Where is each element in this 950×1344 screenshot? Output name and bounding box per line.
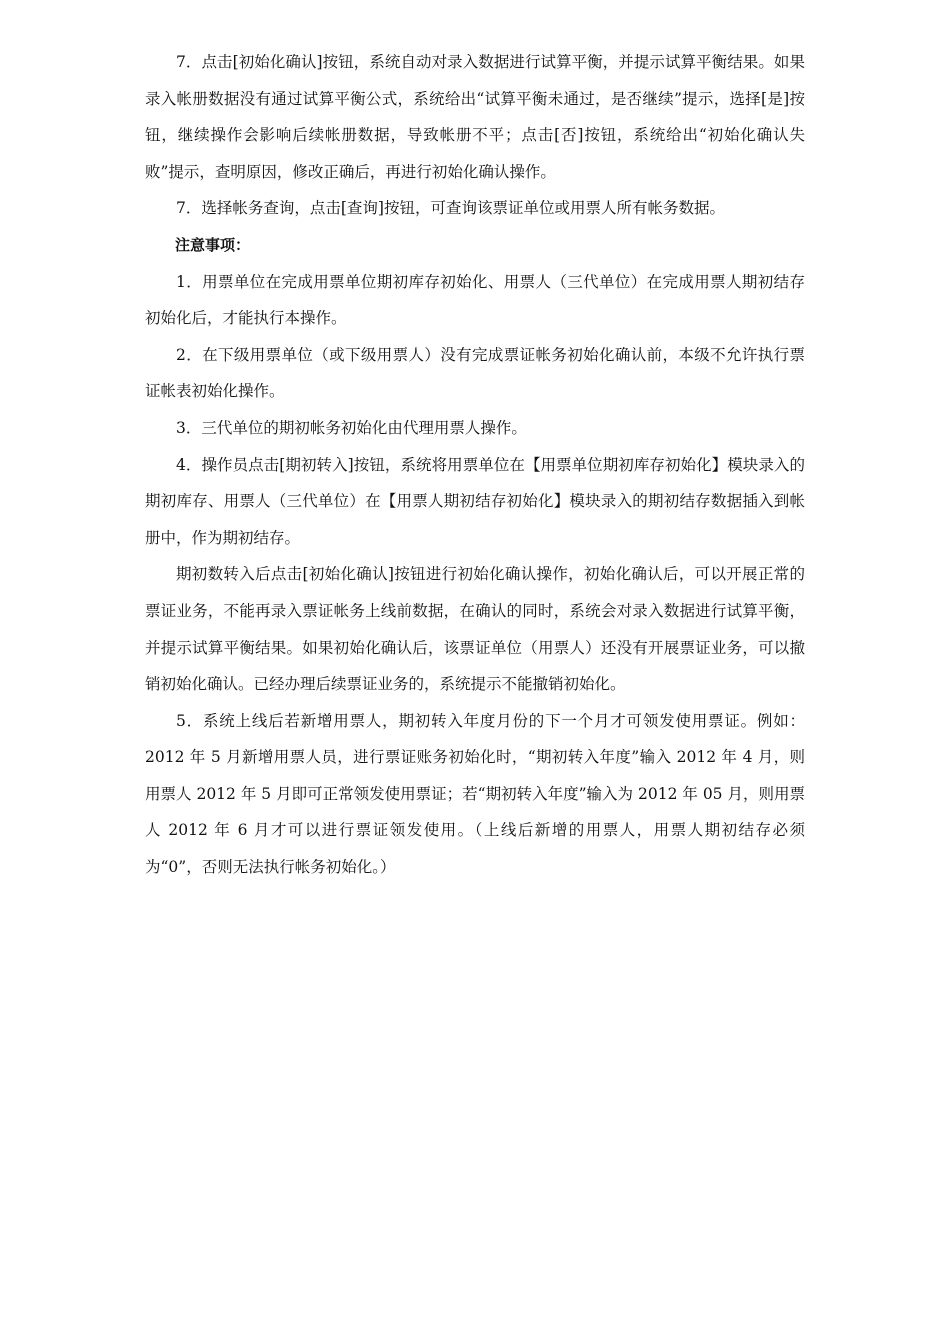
note-3: 3．三代单位的期初帐务初始化由代理用票人操作。 xyxy=(176,418,527,437)
note-4: 4．操作员点击[期初转入]按钮，系统将用票单位在【用票单位期初库存初始化】模块录入的期初库存、用票人（三代单位）在【用票人期初结存初始化】模块录入的期初结存数据插入到帐册中，作为期初结存。 xyxy=(145,455,805,547)
notes-heading: 注意事项： xyxy=(175,235,251,254)
step-7-account-query: 7．选择帐务查询，点击[查询]按钮，可查询该票证单位或用票人所有帐务数据。 xyxy=(176,199,725,218)
document-body xyxy=(145,44,805,886)
note-4-continued: 期初数转入后点击[初始化确认]按钮进行初始化确认操作，初始化确认后，可以开展正常的票证业务，不能再录入票证帐务上线前数据，在确认的同时，系统会对录入数据进行试算平衡，并提示试算平衡结果。如果初始化确认后，该票证单位（用票人）还没有开展票证业务，可以撤销初始化确认。已经办理后续票证业务的，系统提示不能撤销初始化。 xyxy=(145,565,805,694)
step-7-initialization-confirm: 7．点击[初始化确认]按钮，系统自动对录入数据进行试算平衡，并提示试算平衡结果。如果录入帐册数据没有通过试算平衡公式，系统给出“试算平衡未通过，是否继续”提示，选择[是]按钮，继续操作会影响后续帐册数据，导致帐册不平；点击[否]按钮，系统给出“初始化确认失败”提示，查明原因，修改正确后，再进行初始化确认操作。 xyxy=(145,53,805,181)
note-5: 5．系统上线后若新增用票人，期初转入年度月份的下一个月才可领发使用票证。例如：2012 年 5 月新增用票人员，进行票证账务初始化时，“期初转入年度”输入 2012 年 4 月，则用票人 2012 年 5 月即可正常领发使用票证；若“期初转入年度”输入为 2012 年 05 月，则用票人 2012 年 6 月才可以进行票证领发使用。（上线后新增的用票人，用票人期初结存必须为“0”，否则无法执行帐务初始化。） xyxy=(145,711,805,877)
note-2: 2．在下级用票单位（或下级用票人）没有完成票证帐务初始化确认前，本级不允许执行票证帐表初始化操作。 xyxy=(145,345,805,401)
note-1: 1．用票单位在完成用票单位期初库存初始化、用票人（三代单位）在完成用票人期初结存初始化后，才能执行本操作。 xyxy=(145,272,805,328)
